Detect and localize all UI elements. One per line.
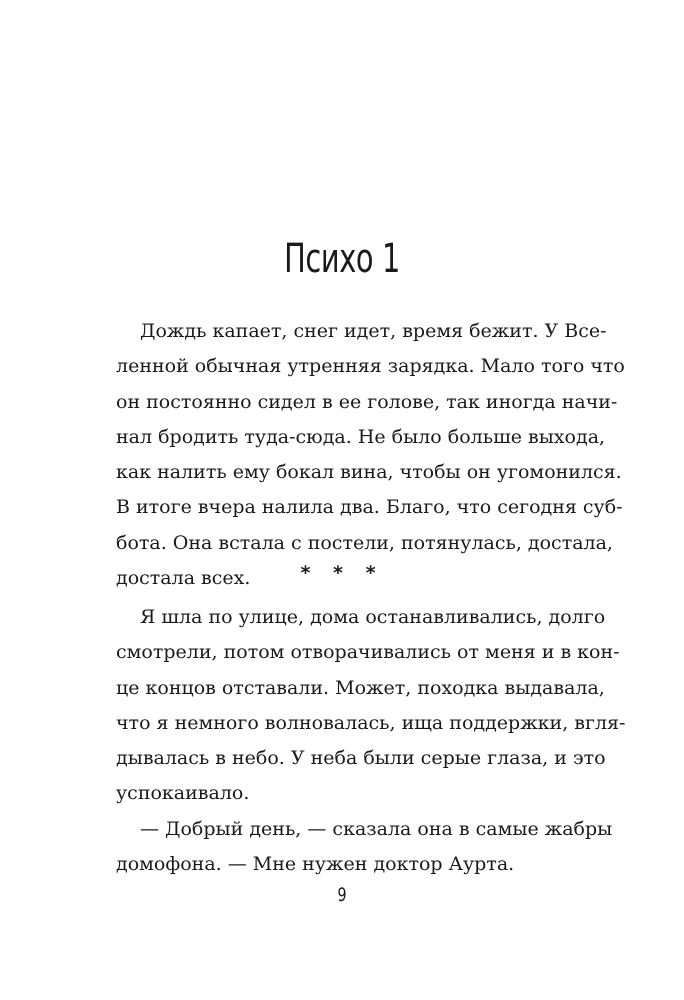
page-number: 9 <box>337 884 347 906</box>
section-separator: * * * <box>300 562 384 584</box>
text-line: он постоянно сидел в ее голове, так иногда начи- <box>116 390 618 413</box>
paragraph-2 <box>116 600 626 882</box>
text-line: успокаивало. <box>116 782 250 805</box>
text-line: дывалась в небо. У неба были серые глаза, и это <box>116 747 606 770</box>
dialogue-line: — Добрый день, — сказала она в самые жабры <box>140 817 613 840</box>
text-line: В итоге вчера налила два. Благо, что сегодня суб- <box>116 496 623 519</box>
text-line: что я немного волновалась, ища поддержки, вгля- <box>116 711 626 734</box>
text-line: Я шла по улице, дома останавливались, долго <box>140 606 606 628</box>
paragraph-1 <box>116 314 625 596</box>
text-line: це концов отставали. Может, походка выдавала, <box>116 676 605 699</box>
chapter-title: Психо 1 <box>284 236 400 282</box>
dialogue-line: домофона. — Мне нужен доктор Аурта. <box>116 853 515 876</box>
text-line: смотрели, потом отворачивались от меня и в кон- <box>116 641 620 664</box>
text-line: ленной обычная утренняя зарядка. Мало того что <box>116 355 625 378</box>
text-line: Дождь капает, снег идет, время бежит. У Все- <box>140 320 607 342</box>
text-line: нал бродить туда-сюда. Не было больше выхода, <box>116 425 606 448</box>
text-line: бота. Она встала с постели, потянулась, достала, <box>116 531 613 554</box>
text-line: достала всех. <box>116 567 251 590</box>
text-line: как налить ему бокал вина, чтобы он угомонился. <box>116 461 622 484</box>
